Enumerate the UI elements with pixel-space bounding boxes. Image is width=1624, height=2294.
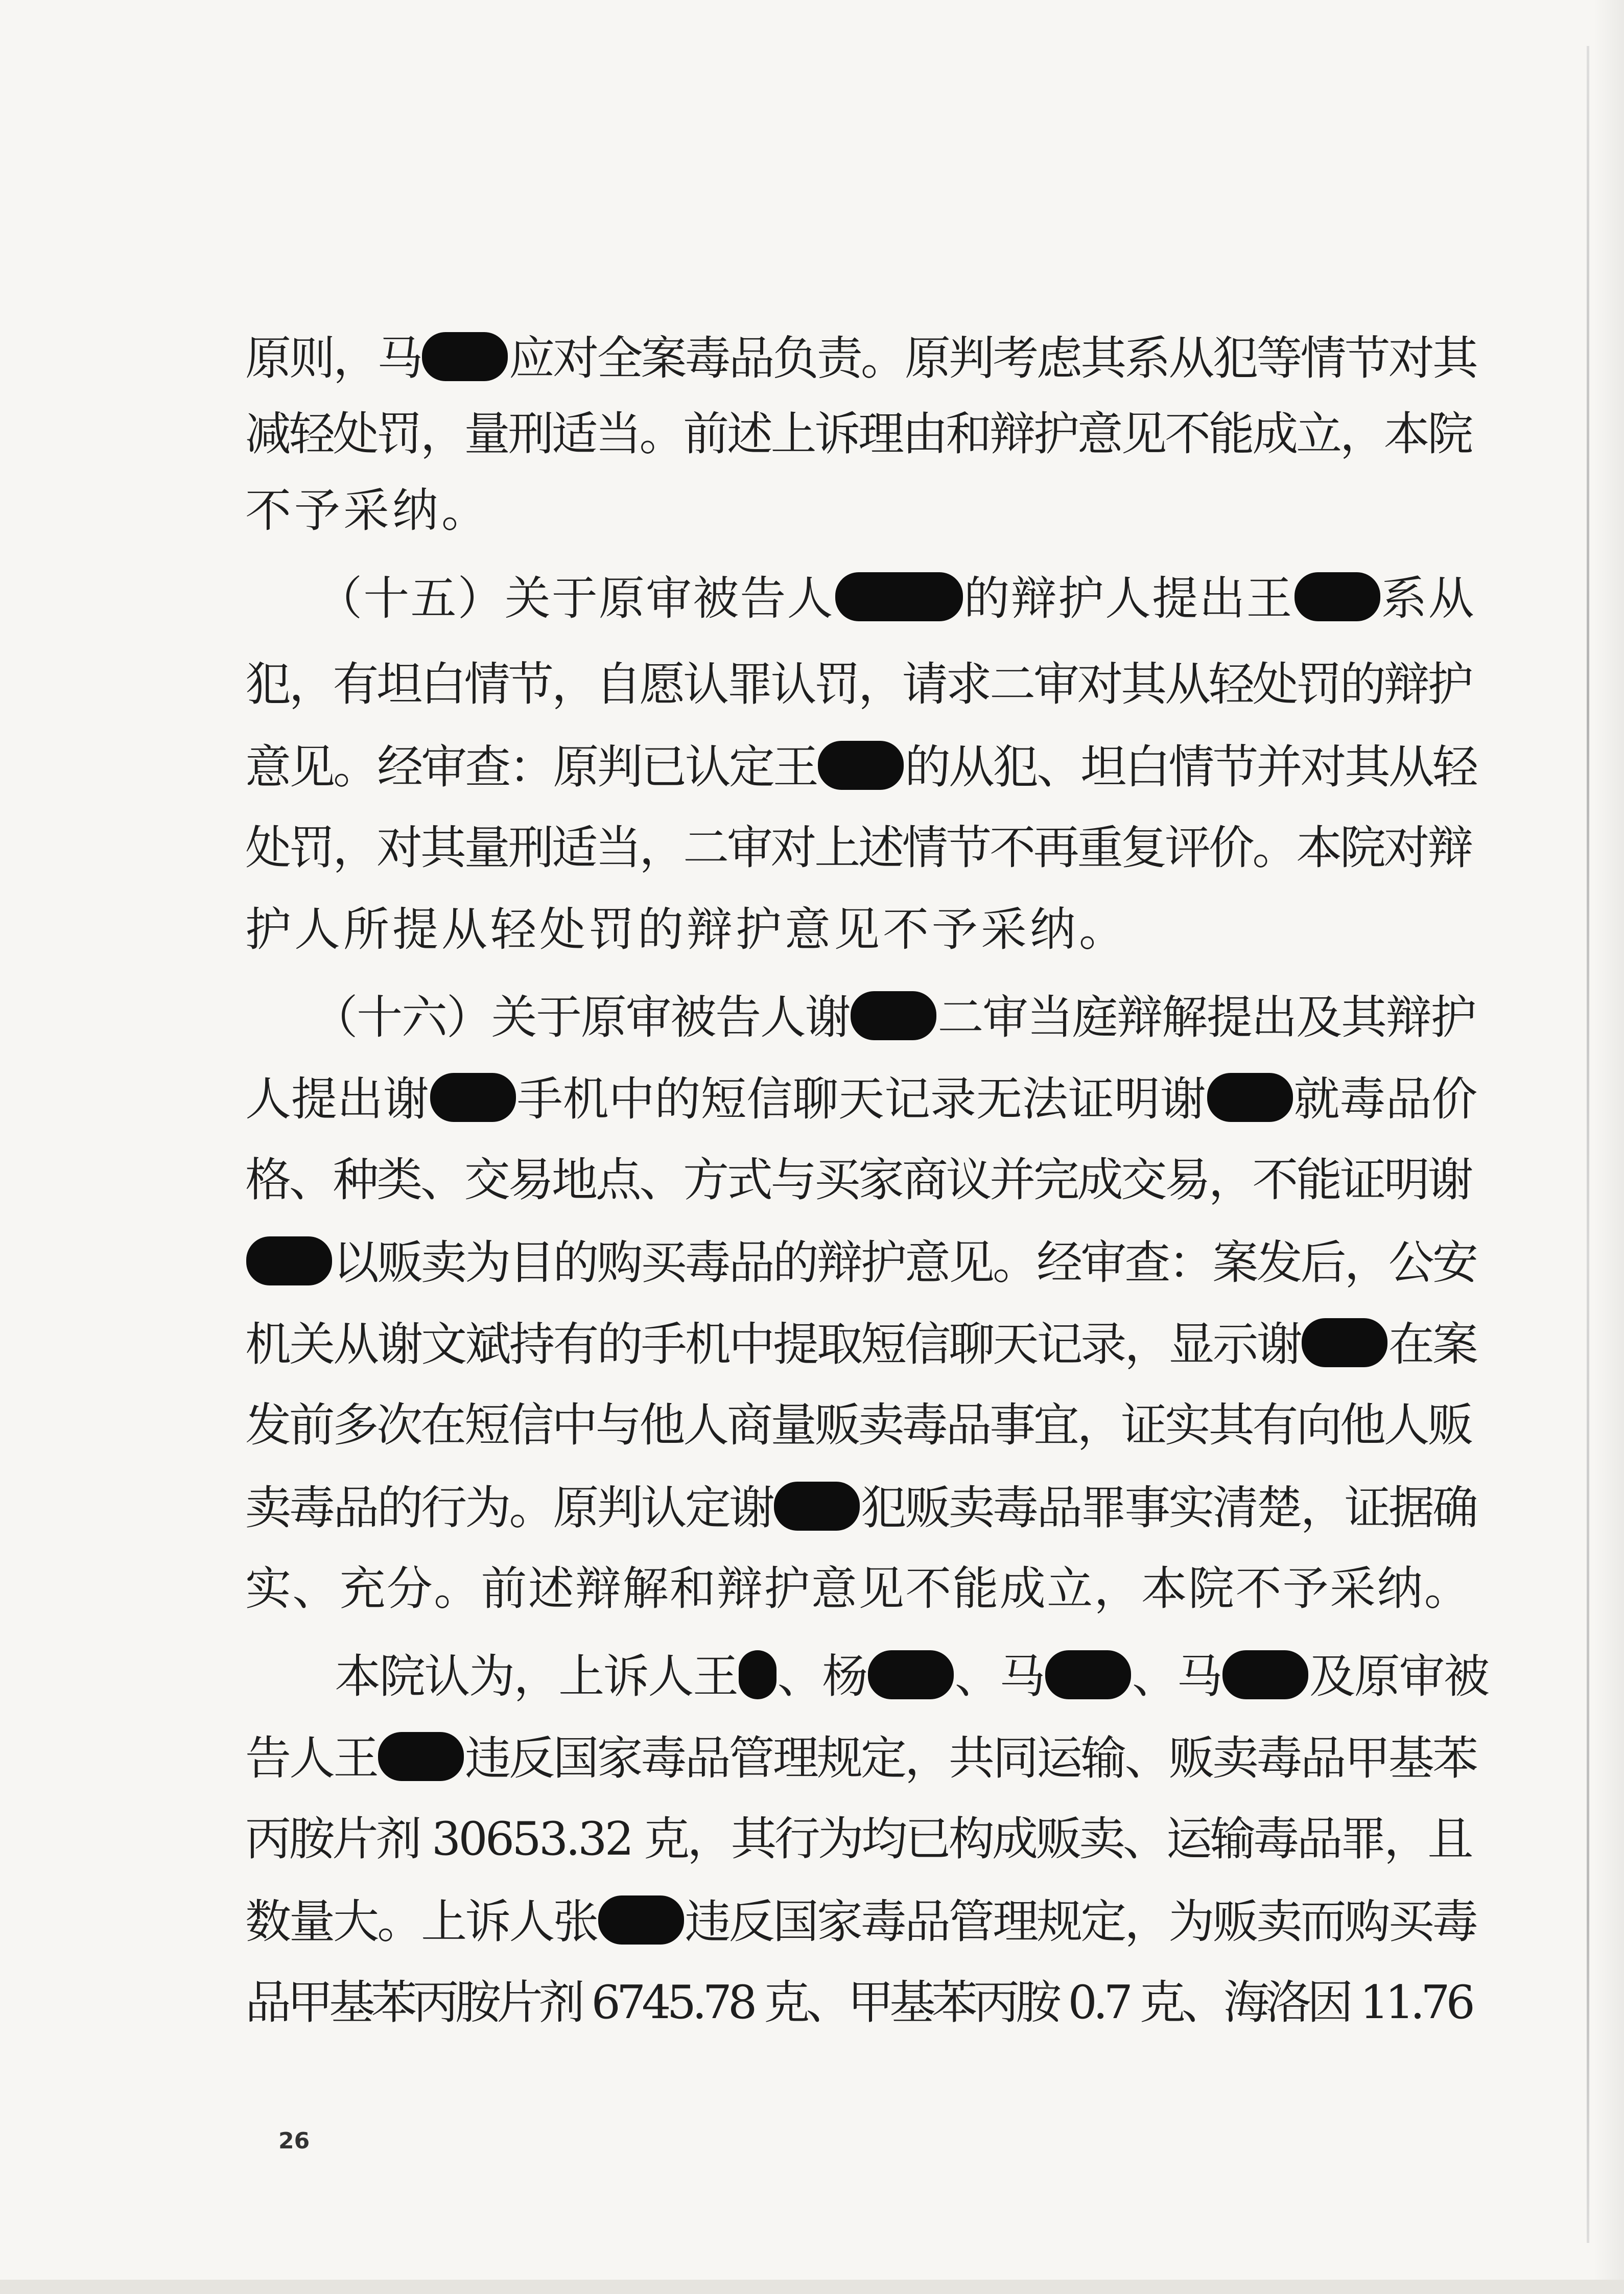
text-segment: 、马 bbox=[954, 1650, 1045, 1703]
text-line bbox=[245, 409, 1471, 460]
text-line bbox=[245, 659, 1471, 710]
scan-bottom-band bbox=[0, 2280, 1624, 2294]
text-segment: 原则，马 bbox=[245, 332, 421, 385]
text-segment: 的从犯、坦白情节并对其从轻 bbox=[904, 740, 1476, 794]
text-line bbox=[245, 823, 1471, 874]
redaction-mark bbox=[1045, 1650, 1131, 1699]
text-segment: 不予采纳。 bbox=[245, 484, 490, 537]
text-segment: 数量大。上诉人张 bbox=[245, 1895, 597, 1949]
text-line bbox=[245, 991, 1476, 1044]
text-segment: （十五）关于原审被告人 bbox=[245, 572, 834, 625]
page-number: 26 bbox=[278, 2128, 310, 2154]
scan-shadow bbox=[1593, 0, 1624, 2294]
text-line bbox=[245, 1155, 1471, 1206]
text-line bbox=[245, 1236, 1476, 1290]
text-segment: 应对全案毒品负责。原判考虑其系从犯等情节对其 bbox=[509, 332, 1476, 385]
redaction-mark bbox=[598, 1895, 684, 1945]
text-segment: 处罚，对其量刑适当，二审对上述情节不再重复评价。本院对辩 bbox=[245, 821, 1471, 875]
text-segment: 犯，有坦白情节，自愿认罪认罚，请求二审对其从轻处罚的辩护 bbox=[245, 658, 1471, 711]
redaction-mark bbox=[774, 1482, 860, 1531]
text-line bbox=[245, 1563, 1471, 1614]
text-line bbox=[245, 1814, 1471, 1865]
text-segment: 二审当庭辩解提出及其辩护 bbox=[937, 991, 1476, 1044]
text-segment: 品甲基苯丙胺片剂 6745.78 克、甲基苯丙胺 0.7 克、海洛因 11.76 bbox=[245, 1976, 1471, 2029]
redaction-mark bbox=[422, 332, 508, 381]
text-segment: 意见。经审查：原判已认定王 bbox=[245, 740, 817, 794]
text-segment: 护人所提从轻处罚的辩护意见不予采纳。 bbox=[245, 903, 1128, 956]
redaction-mark bbox=[1302, 1318, 1387, 1367]
text-segment: 丙胺片剂 30653.32 克，其行为均已构成贩卖、运输毒品罪，且 bbox=[245, 1812, 1471, 1866]
redaction-mark bbox=[378, 1732, 464, 1781]
redaction-mark bbox=[818, 741, 904, 790]
text-line bbox=[245, 572, 1475, 625]
text-segment: 系从 bbox=[1381, 572, 1475, 625]
redaction-mark bbox=[868, 1650, 954, 1699]
redaction-mark bbox=[1207, 1073, 1293, 1122]
text-segment: 手机中的短信聊天记录无法证明谢 bbox=[516, 1072, 1206, 1126]
text-line bbox=[245, 332, 1476, 385]
redaction-mark bbox=[1222, 1650, 1308, 1699]
text-line bbox=[245, 1318, 1476, 1371]
text-line bbox=[245, 1650, 1489, 1703]
text-segment: 机关从谢文斌持有的手机中提取短信聊天记录，显示谢 bbox=[245, 1318, 1301, 1371]
text-line bbox=[245, 1481, 1476, 1535]
text-segment: 、马 bbox=[1132, 1650, 1222, 1703]
text-line bbox=[245, 904, 1471, 955]
text-segment: 减轻处罚，量刑适当。前述上诉理由和辩护意见不能成立，本院 bbox=[245, 407, 1471, 461]
redaction-mark bbox=[739, 1650, 776, 1699]
text-line bbox=[245, 485, 1471, 536]
text-segment: 犯贩卖毒品罪事实清楚，证据确 bbox=[860, 1481, 1476, 1535]
text-line bbox=[245, 1731, 1476, 1785]
text-line bbox=[245, 1977, 1471, 2028]
text-segment: 就毒品价 bbox=[1293, 1072, 1478, 1126]
text-segment: 实、充分。前述辩解和辩护意见不能成立，本院不予采纳。 bbox=[245, 1562, 1471, 1616]
text-line bbox=[245, 1400, 1471, 1451]
scan-binding-line bbox=[1587, 46, 1589, 2243]
text-segment: 人提出谢 bbox=[245, 1072, 429, 1126]
text-segment: （十六）关于原审被告人谢 bbox=[245, 991, 850, 1044]
text-line bbox=[245, 1072, 1478, 1126]
text-segment: 违反国家毒品管理规定，为贩卖而购买毒 bbox=[685, 1895, 1476, 1949]
redaction-mark bbox=[851, 991, 936, 1040]
text-segment: 告人王 bbox=[245, 1731, 378, 1785]
text-segment: 的辩护人提出王 bbox=[963, 572, 1293, 625]
text-segment: 在案 bbox=[1388, 1318, 1476, 1371]
text-line bbox=[245, 740, 1476, 794]
text-segment: 卖毒品的行为。原判认定谢 bbox=[245, 1481, 773, 1535]
text-line bbox=[245, 1895, 1476, 1949]
redaction-mark bbox=[430, 1073, 516, 1122]
text-segment: 、杨 bbox=[777, 1650, 867, 1703]
redaction-mark bbox=[835, 572, 963, 621]
text-segment: 及原审被 bbox=[1309, 1650, 1489, 1703]
text-segment: 发前多次在短信中与他人商量贩卖毒品事宜，证实其有向他人贩 bbox=[245, 1398, 1471, 1452]
text-segment: 本院认为，上诉人王 bbox=[245, 1650, 738, 1703]
redaction-mark bbox=[246, 1236, 332, 1285]
text-segment: 违反国家毒品管理规定，共同运输、贩卖毒品甲基苯 bbox=[465, 1731, 1476, 1785]
text-segment: 格、种类、交易地点、方式与买家商议并完成交易，不能证明谢 bbox=[245, 1153, 1471, 1207]
text-segment: 以贩卖为目的购买毒品的辩护意见。经审查：案发后，公安 bbox=[333, 1236, 1476, 1290]
redaction-mark bbox=[1295, 572, 1380, 621]
